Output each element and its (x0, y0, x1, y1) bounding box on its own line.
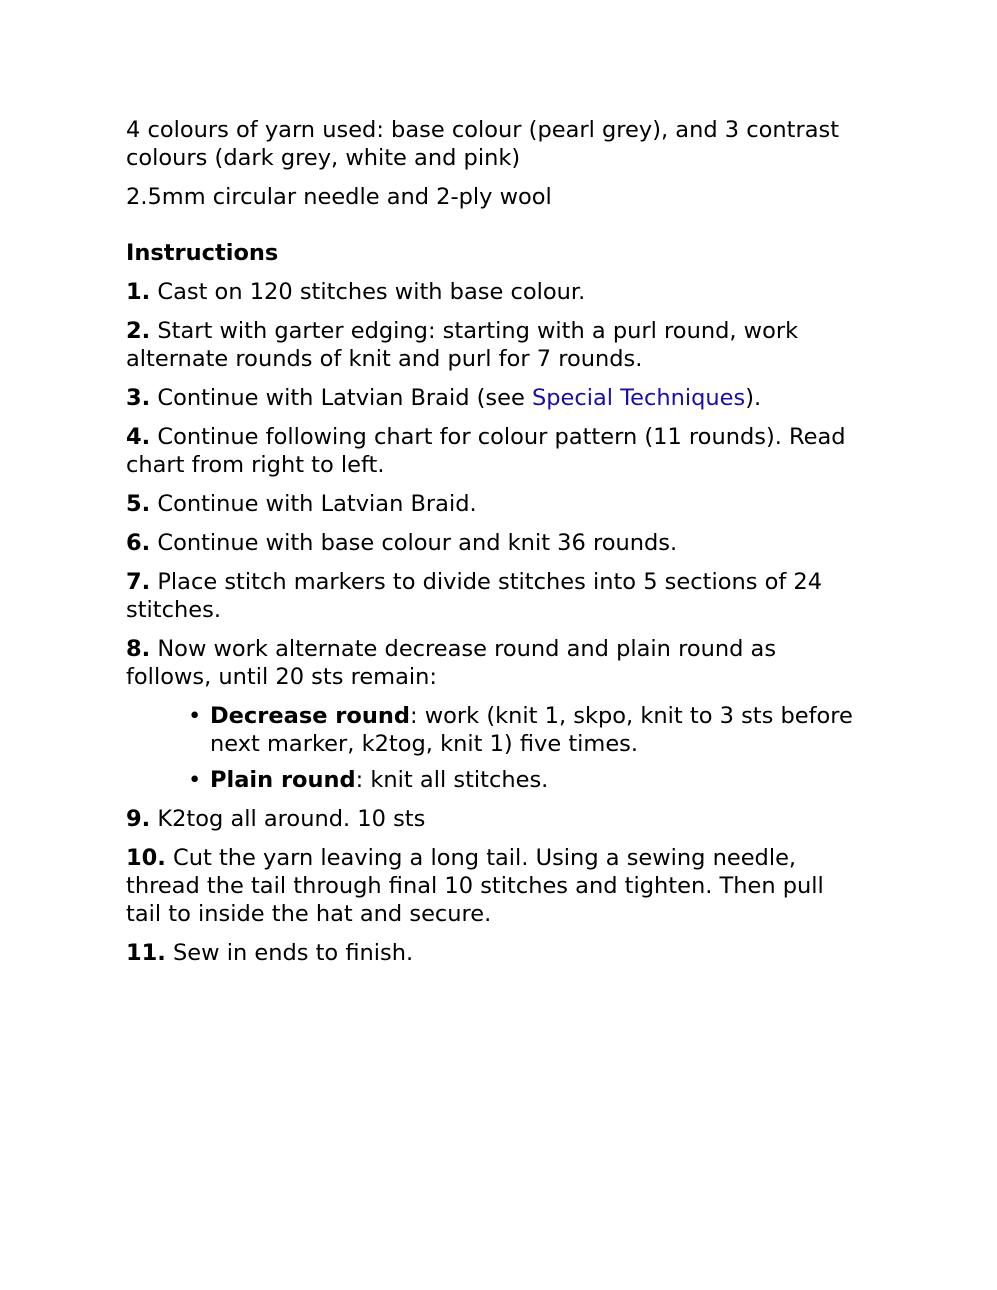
step-number: 5. (126, 491, 151, 517)
step-text: Continue following chart for colour pattern (11 rounds). Read chart from right to left. (126, 424, 846, 478)
step-text: Place stitch markers to divide stitches into 5 sections of 24 stitches. (126, 569, 823, 623)
step-2 (126, 317, 866, 373)
step-number: 3. (126, 385, 151, 411)
step-3 (126, 384, 866, 412)
step-number: 2. (126, 318, 151, 344)
step-11 (126, 939, 866, 967)
step-text: Cut the yarn leaving a long tail. Using a sewing needle, thread the tail through final 10 stitches and tighten. Then pull tail to inside the hat and secure. (126, 845, 824, 927)
step-number: 9. (126, 806, 151, 832)
step-1 (126, 278, 866, 306)
step-text: Sew in ends to finish. (165, 940, 414, 966)
special-techniques-link[interactable]: Special Techniques (531, 385, 746, 411)
list-item-term: Decrease round (210, 703, 410, 729)
step-text: Start with garter edging: starting with a purl round, work alternate rounds of knit and purl for 7 rounds. (126, 318, 799, 372)
list-item (188, 702, 866, 758)
step-4 (126, 423, 866, 479)
step-text: Cast on 120 stitches with base colour. (150, 279, 586, 305)
step-text: Continue with Latvian Braid (see (150, 385, 532, 411)
step-10 (126, 844, 866, 928)
step-text: Now work alternate decrease round and plain round as follows, until 20 sts remain: (126, 636, 777, 690)
step-text: Continue with base colour and knit 36 rounds. (150, 530, 678, 556)
round-list (126, 702, 866, 794)
step-text: Continue with Latvian Braid. (150, 491, 477, 517)
step-number: 10. (126, 845, 166, 871)
materials-needle: 2.5mm circular needle and 2-ply wool (126, 184, 552, 210)
step-number: 1. (126, 279, 151, 305)
step-5 (126, 490, 866, 518)
step-7 (126, 568, 866, 624)
document-page (126, 116, 866, 978)
bullet-icon: • (188, 767, 202, 793)
list-item-term: Plain round (210, 767, 356, 793)
step-number: 4. (126, 424, 151, 450)
instructions-heading: Instructions (126, 240, 279, 266)
list-item-text: : work (knit 1, skpo, knit to 3 sts before next marker, k2tog, knit 1) five times. (210, 703, 853, 757)
step-text: K2tog all around. 10 sts (150, 806, 426, 832)
step-number: 7. (126, 569, 151, 595)
list-item (188, 766, 866, 794)
step-8 (126, 635, 866, 691)
step-number: 6. (126, 530, 151, 556)
step-number: 8. (126, 636, 151, 662)
step-number: 11. (126, 940, 166, 966)
step-text-after: ). (745, 385, 762, 411)
step-9 (126, 805, 866, 833)
step-6 (126, 529, 866, 557)
materials-yarn: 4 colours of yarn used: base colour (pearl grey), and 3 contrast colours (dark grey, white and pink) (126, 117, 840, 171)
bullet-icon: • (188, 703, 202, 729)
list-item-text: : knit all stitches. (355, 767, 549, 793)
